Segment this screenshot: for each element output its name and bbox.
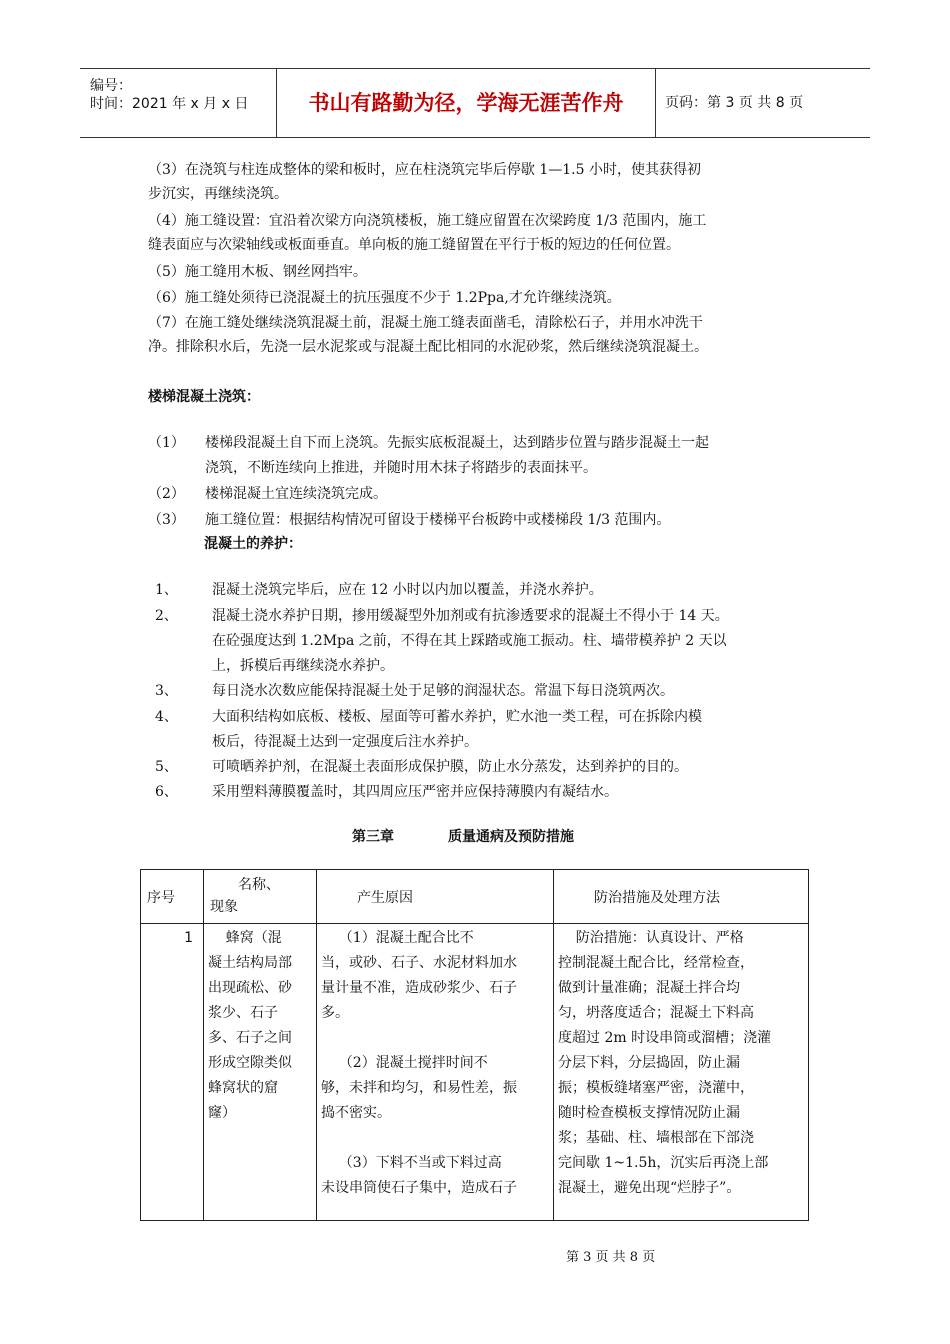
row-seq: 1 (141, 924, 204, 1221)
curing-item-6-num: 6、 (155, 784, 178, 800)
date-label: 时间：2021 年 x 月 x 日 (90, 96, 249, 112)
measure-line: 度超过 2m 时设串筒或溜槽；浇灌 (558, 1030, 772, 1046)
curing-item-2-num: 2、 (155, 608, 178, 624)
measure-line: 控制混凝土配合比，经常检查， (558, 955, 754, 971)
chapter-number: 第三章 (352, 829, 394, 845)
header-cause: 产生原因 (317, 870, 554, 924)
cause-line: 捣不密实。 (321, 1105, 391, 1121)
stair-item-3-num: （3） (148, 512, 185, 528)
measure-line: 匀，坍落度适合；混凝土下料高 (558, 1005, 754, 1021)
header-info-cell (80, 69, 277, 137)
cause-line: （1）混凝土配合比不 (321, 930, 474, 946)
cause-line (321, 1026, 549, 1051)
curing-item-3-line-1: 每日浇水次数应能保持混凝土处于足够的润湿状态。常温下每日浇筑两次。 (212, 683, 674, 699)
item-6: （6）施工缝处须待已浇混凝土的抗压强度不少于 1.2Ppa,才允许继续浇筑。 (148, 290, 621, 306)
name-line: 出现疏松、砂 (208, 980, 292, 996)
measure-line: 浆；基础、柱、墙根部在下部浇 (558, 1130, 754, 1146)
curing-item-1-num: 1、 (155, 582, 178, 598)
measure-line: 混凝土，避免出现“烂脖子”。 (558, 1180, 741, 1196)
cause-line (321, 1126, 549, 1151)
page-footer: 第 3 页 共 8 页 (566, 1250, 656, 1265)
name-line: 多、石子之间 (208, 1030, 292, 1046)
item-7-line-1: （7）在施工缝处继续浇筑混凝土前，混凝土施工缝表面凿毛，清除松石子，并用水冲洗干 (148, 315, 703, 331)
curing-item-2-line-2: 在砼强度达到 1.2Mpa 之前，不得在其上踩踏或施工振动。柱、墙带模养护 2 天以 (212, 633, 727, 649)
measure-line: 随时检查模板支撑情况防止漏 (558, 1105, 740, 1121)
table-row (141, 924, 809, 1221)
curing-item-2-line-3: 上，拆模后再继续浇水养护。 (212, 658, 394, 674)
item-4-line-2: 缝表面应与次梁轴线或板面垂直。单向板的施工缝留置在平行于板的短边的任何位置。 (148, 237, 680, 253)
page-counter: 页码：第 3 页 共 8 页 (665, 95, 804, 111)
item-3-line-1: （3）在浇筑与柱连成整体的梁和板时，应在柱浇筑完毕后停歇 1—1.5 小时，使其获得初 (148, 162, 701, 178)
header-seq: 序号 (141, 870, 204, 924)
row-cause (317, 924, 554, 1221)
name-line: 凝土结构局部 (208, 955, 292, 971)
row-measures (554, 924, 809, 1221)
name-line: 蜂窝状的窟 (208, 1080, 278, 1096)
stair-item-3-line-1: 施工缝位置：根据结构情况可留设于楼梯平台板跨中或楼梯段 1/3 范围内。 (205, 512, 671, 528)
curing-item-4-line-1: 大面积结构如底板、楼板、屋面等可蓄水养护，贮水池一类工程，可在拆除内模 (212, 709, 702, 725)
name-line: 浆少、石子 (208, 1005, 278, 1021)
item-3-line-2: 步沉实，再继续浇筑。 (148, 186, 288, 202)
curing-section-title: 混凝土的养护： (204, 536, 302, 552)
measure-line: 分层下料，分层捣固，防止漏 (558, 1055, 740, 1071)
curing-item-5-line-1: 可喷晒养护剂，在混凝土表面形成保护膜，防止水分蒸发，达到养护的目的。 (212, 759, 688, 775)
table-header-row (141, 870, 809, 924)
stair-item-1-num: （1） (148, 435, 185, 451)
curing-item-6-line-1: 采用塑料薄膜覆盖时，其四周应压严密并应保持薄膜内有凝结水。 (212, 784, 618, 800)
name-line: 形成空隙类似 (208, 1055, 292, 1071)
curing-item-4-num: 4、 (155, 709, 178, 725)
measure-line: 振；模板缝堵塞严密，浇灌中， (558, 1080, 754, 1096)
cause-line: 够，未拌和均匀，和易性差，振 (321, 1080, 517, 1096)
name-line: 蜂窝（混 (208, 930, 282, 946)
row-name (204, 924, 317, 1221)
name-line: 窿） (208, 1105, 236, 1121)
item-5: （5）施工缝用木板、钢丝网挡牢。 (148, 264, 367, 280)
header-measures: 防治措施及处理方法 (554, 870, 809, 924)
quality-defects-table (140, 869, 809, 1221)
stair-item-1-line-2: 浇筑，不断连续向上推进，并随时用木抹子将踏步的表面抹平。 (205, 460, 597, 476)
number-label: 编号： (90, 78, 132, 94)
stair-item-1-line-1: 楼梯段混凝土自下而上浇筑。先振实底板混凝土，达到踏步位置与踏步混凝土一起 (205, 435, 709, 451)
curing-item-2-line-1: 混凝土浇水养护日期，掺用缓凝型外加剂或有抗渗透要求的混凝土不得小于 14 天。 (212, 608, 729, 624)
stair-item-2-num: （2） (148, 486, 185, 502)
curing-item-3-num: 3、 (155, 683, 178, 699)
motto: 书山有路勤为径，学海无涯苦作舟 (277, 69, 656, 137)
cause-line: 量计量不准，造成砂浆少、石子 (321, 980, 517, 996)
stair-item-2-line-1: 楼梯混凝土宜连续浇筑完成。 (205, 486, 387, 502)
cause-line: 多。 (321, 1005, 349, 1021)
cause-line: 当，或砂、石子、水泥材料加水 (321, 955, 517, 971)
measure-line: 做到计量准确；混凝土拌合均 (558, 980, 740, 996)
cause-line: 未设串筒使石子集中，造成石子 (321, 1180, 517, 1196)
curing-item-1-line-1: 混凝土浇筑完毕后，应在 12 小时以内加以覆盖，并浇水养护。 (212, 582, 603, 598)
chapter-title: 质量通病及预防措施 (448, 829, 574, 845)
page-header (80, 68, 870, 138)
item-7-line-2: 净。排除积水后，先浇一层水泥浆或与混凝土配比相同的水泥砂浆，然后继续浇筑混凝土。 (148, 339, 708, 355)
cause-line: （3）下料不当或下料过高 (321, 1155, 502, 1171)
stair-section-title: 楼梯混凝土浇筑： (148, 389, 260, 405)
curing-item-5-num: 5、 (155, 759, 178, 775)
measure-line: 完间歇 1~1.5h，沉实后再浇上部 (558, 1155, 769, 1171)
curing-item-4-line-2: 板后，待混凝土达到一定强度后注水养护。 (212, 734, 478, 750)
cause-line: （2）混凝土搅拌时间不 (321, 1055, 488, 1071)
header-name: 名称、现象 (204, 870, 317, 924)
measure-line: 防治措施：认真设计、严格 (558, 930, 744, 946)
item-4-line-1: （4）施工缝设置：宜沿着次梁方向浇筑楼板，施工缝应留置在次梁跨度 1/3 范围内，施工 (148, 213, 707, 229)
